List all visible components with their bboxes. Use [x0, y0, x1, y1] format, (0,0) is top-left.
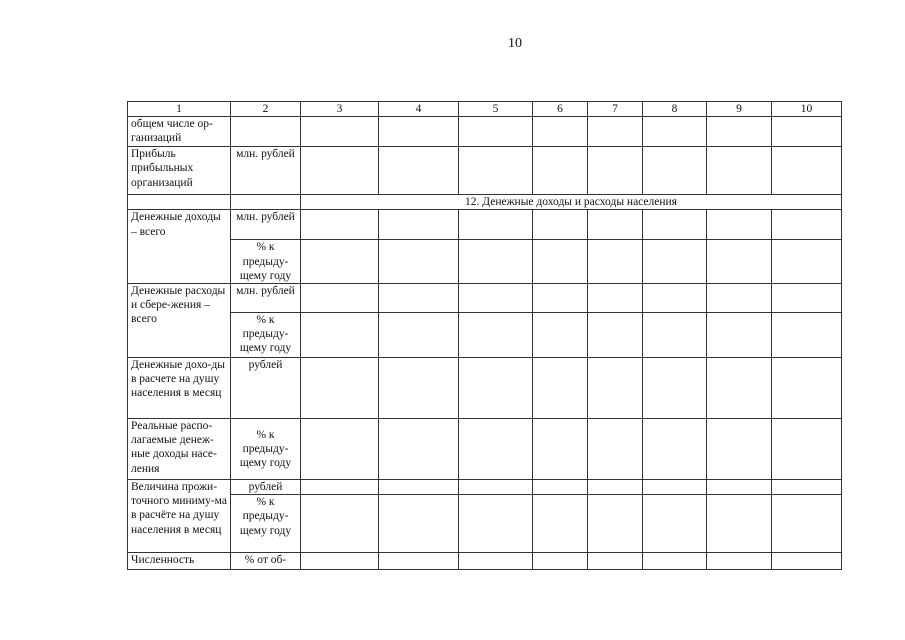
- unit-cell: рублей: [231, 480, 301, 495]
- indicator-cell: Численность: [128, 553, 231, 570]
- column-header-6: 6: [533, 102, 588, 117]
- column-header-4: 4: [379, 102, 459, 117]
- column-header-7: 7: [588, 102, 643, 117]
- unit-cell: млн. рублей: [231, 210, 301, 240]
- unit-cell: % к предыду-щему году: [231, 240, 301, 284]
- unit-cell: рублей: [231, 358, 301, 419]
- table-row: [128, 495, 842, 553]
- unit-cell: % к предыду-щему году: [231, 313, 301, 358]
- section-title: 12. Денежные доходы и расходы населения: [301, 195, 842, 210]
- unit-cell: % к предыду-щему году: [231, 495, 301, 553]
- indicator-cell: Денежные доходы – всего: [128, 210, 231, 284]
- column-header-10: 10: [772, 102, 842, 117]
- section-row: [128, 195, 842, 210]
- table-row: [128, 358, 842, 419]
- indicator-cell: Реальные распо-лагаемые денеж-ные доходы насе-ления: [128, 419, 231, 480]
- indicator-cell: Денежные дохо-ды в расчете на душу населения в месяц: [128, 358, 231, 419]
- column-header-2: 2: [231, 102, 301, 117]
- table-row: [128, 117, 842, 147]
- table-row: [128, 284, 842, 313]
- table-row: [128, 210, 842, 240]
- unit-cell: млн. рублей: [231, 147, 301, 195]
- table-row: [128, 147, 842, 195]
- column-header-3: 3: [301, 102, 379, 117]
- data-table: [127, 101, 842, 570]
- column-header-8: 8: [643, 102, 707, 117]
- indicator-cell: Величина прожи-точного миниму-ма в расчёте на душу населения в месяц: [128, 480, 231, 553]
- column-header-9: 9: [707, 102, 772, 117]
- table-row: [128, 553, 842, 570]
- indicator-cell: общем числе ор-ганизаций: [128, 117, 231, 147]
- unit-cell: [231, 117, 301, 147]
- table-row: [128, 313, 842, 358]
- column-header-1: 1: [128, 102, 231, 117]
- indicator-cell: Прибыль прибыльных организаций: [128, 147, 231, 195]
- table-row: [128, 419, 842, 480]
- page-number: 10: [508, 36, 522, 51]
- table-row: [128, 480, 842, 495]
- unit-cell: % к предыду-щему году: [231, 419, 301, 480]
- column-number-row: [128, 102, 842, 117]
- unit-cell: млн. рублей: [231, 284, 301, 313]
- column-header-5: 5: [459, 102, 533, 117]
- unit-cell: % от об-: [231, 553, 301, 570]
- indicator-cell: Денежные расходы и сбере-жения – всего: [128, 284, 231, 358]
- table-row: [128, 240, 842, 284]
